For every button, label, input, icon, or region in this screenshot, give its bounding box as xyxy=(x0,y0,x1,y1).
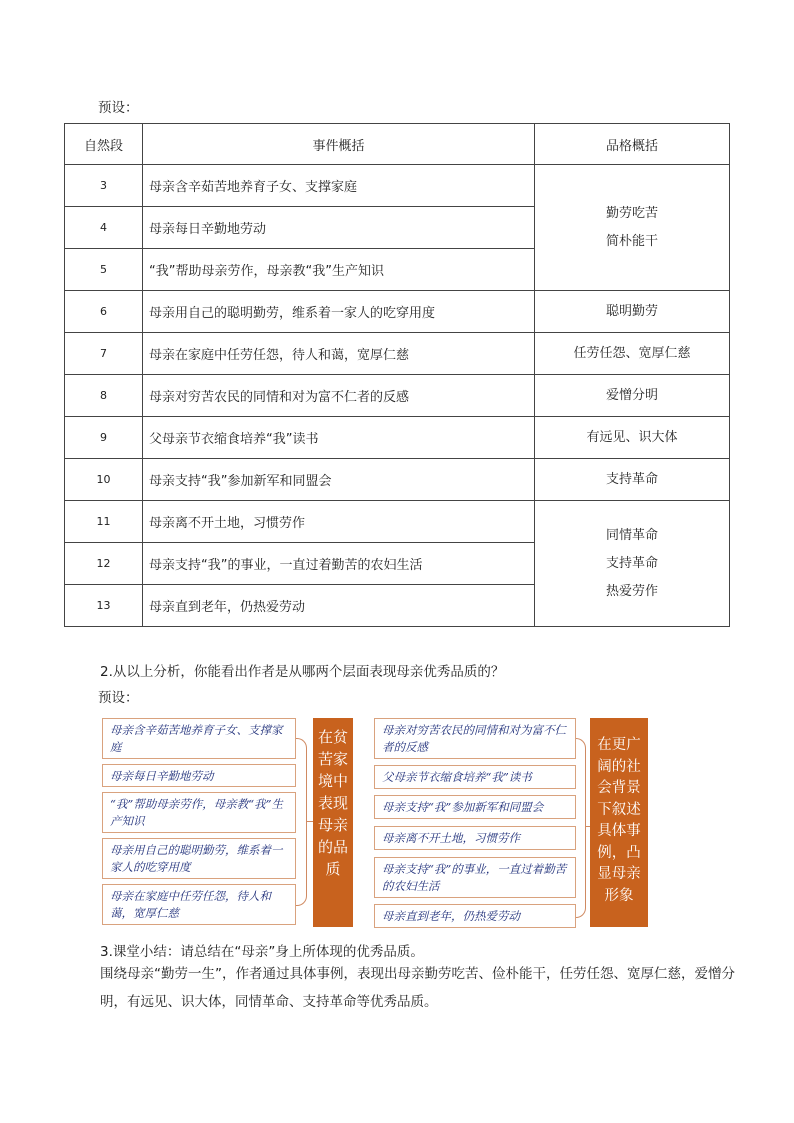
trait-summary: 聪明勤劳 xyxy=(535,291,730,333)
label-line: 在更广 xyxy=(597,737,641,753)
paragraph-number: 8 xyxy=(65,375,143,417)
trait-line: 热爱劳作 xyxy=(605,583,658,599)
label-line: 显母亲 xyxy=(597,866,641,882)
event-summary: 母亲离不开土地，习惯劳作 xyxy=(143,501,535,543)
event-summary: “我”帮助母亲劳作，母亲教“我”生产知识 xyxy=(143,249,535,291)
table-row xyxy=(65,375,730,417)
left-event-box: 母亲每日辛勤地劳动 xyxy=(102,764,296,787)
left-event-box: “我”帮助母亲劳作，母亲教“我”生产知识 xyxy=(102,792,296,833)
left-event-box: 母亲含辛茹苦地养育子女、支撑家庭 xyxy=(102,718,296,759)
table-row xyxy=(65,501,730,543)
trait-line: 同情革命 xyxy=(605,527,658,543)
right-summary-label xyxy=(590,718,648,927)
header-trait: 品格概括 xyxy=(535,124,730,165)
paragraph-number: 9 xyxy=(65,417,143,459)
summary-paragraph: 围绕母亲“勤劳一生”，作者通过具体事例，表现出母亲勤劳吃苦、俭朴能干，任劳任怨、宽厚仁慈，爱憎分明，有远见、识大体，同情革命、支持革命等优秀品质。 xyxy=(100,966,735,1010)
table-row xyxy=(65,459,730,501)
paragraph-number: 4 xyxy=(65,207,143,249)
paragraph-number: 10 xyxy=(65,459,143,501)
paragraph-number: 11 xyxy=(65,501,143,543)
bracket-line xyxy=(296,738,307,906)
right-event-box: 母亲支持“我”参加新军和同盟会 xyxy=(374,795,576,819)
event-summary: 母亲对穷苦农民的同情和对为富不仁者的反感 xyxy=(143,375,535,417)
label-line: 质 xyxy=(325,860,341,878)
header-event: 事件概括 xyxy=(143,124,535,165)
trait-summary: 任劳任怨、宽厚仁慈 xyxy=(535,333,730,375)
paragraph-number: 13 xyxy=(65,585,143,627)
event-summary: 母亲每日辛勤地劳动 xyxy=(143,207,535,249)
paragraph-number: 7 xyxy=(65,333,143,375)
label-line: 在贫 xyxy=(317,728,348,746)
table-row xyxy=(65,291,730,333)
left-event-box: 母亲用自己的聪明勤劳，维系着一家人的吃穿用度 xyxy=(102,838,296,879)
label-line: 的品 xyxy=(317,838,348,856)
trait-summary: 爱憎分明 xyxy=(535,375,730,417)
paragraph-number: 12 xyxy=(65,543,143,585)
event-summary: 母亲含辛茹苦地养育子女、支撑家庭 xyxy=(143,165,535,207)
label-line: 阔的社 xyxy=(597,758,641,775)
event-summary: 母亲直到老年，仍热爱劳动 xyxy=(143,585,535,627)
trait-summary: 支持革命 xyxy=(535,459,730,501)
event-summary: 母亲支持“我”参加新军和同盟会 xyxy=(143,459,535,501)
bracket-connector xyxy=(306,821,313,822)
trait-summary xyxy=(535,501,730,627)
preset-label: 预设： xyxy=(98,100,139,116)
event-summary: 母亲支持“我”的事业，一直过着勤苦的农妇生活 xyxy=(143,543,535,585)
paragraph-number: 3 xyxy=(65,165,143,207)
label-line: 表现 xyxy=(317,794,348,812)
bracket-line xyxy=(576,738,586,918)
event-summary: 母亲用自己的聪明勤劳，维系着一家人的吃穿用度 xyxy=(143,291,535,333)
left-summary-label xyxy=(313,718,353,927)
paragraph-number: 5 xyxy=(65,249,143,291)
question-2: 2.从以上分析，你能看出作者是从哪两个层面表现母亲优秀品质的？ xyxy=(100,664,505,680)
table-row xyxy=(65,417,730,459)
label-line: 母亲 xyxy=(317,816,348,834)
event-summary: 母亲在家庭中任劳任怨，待人和蔼，宽厚仁慈 xyxy=(143,333,535,375)
left-event-box: 母亲在家庭中任劳任怨，待人和蔼，宽厚仁慈 xyxy=(102,884,296,925)
table-row xyxy=(65,165,730,207)
right-event-box: 母亲支持“我”的事业，一直过着勤苦的农妇生活 xyxy=(374,857,576,898)
trait-line: 支持革命 xyxy=(605,555,658,571)
right-event-box: 母亲对穷苦农民的同情和对为富不仁者的反感 xyxy=(374,718,576,759)
right-event-box: 母亲离不开土地，习惯劳作 xyxy=(374,826,576,850)
paragraph-number: 6 xyxy=(65,291,143,333)
trait-summary xyxy=(535,165,730,291)
trait-summary: 有远见、识大体 xyxy=(535,417,730,459)
right-event-box: 父母亲节衣缩食培养“我”读书 xyxy=(374,765,576,789)
table-row xyxy=(65,333,730,375)
trait-line: 勤劳吃苦 xyxy=(605,205,658,221)
right-event-box: 母亲直到老年，仍热爱劳动 xyxy=(374,904,576,928)
event-summary: 父母亲节衣缩食培养“我”读书 xyxy=(143,417,535,459)
label-line: 例，凸 xyxy=(597,844,641,861)
preset-label: 预设： xyxy=(98,690,139,706)
label-line: 下叙述 xyxy=(597,801,641,818)
label-line: 境中 xyxy=(317,772,348,790)
analysis-table xyxy=(64,123,730,627)
table-header-row xyxy=(65,124,730,165)
header-paragraph: 自然段 xyxy=(65,124,143,165)
label-line: 会背景 xyxy=(597,780,641,796)
label-line: 具体事 xyxy=(597,823,641,839)
label-line: 苦家 xyxy=(317,750,348,768)
summary-heading: 3.课堂小结：请总结在“母亲”身上所体现的优秀品质。 xyxy=(100,944,424,960)
label-line: 形象 xyxy=(604,887,634,904)
trait-line: 简朴能干 xyxy=(605,233,658,249)
